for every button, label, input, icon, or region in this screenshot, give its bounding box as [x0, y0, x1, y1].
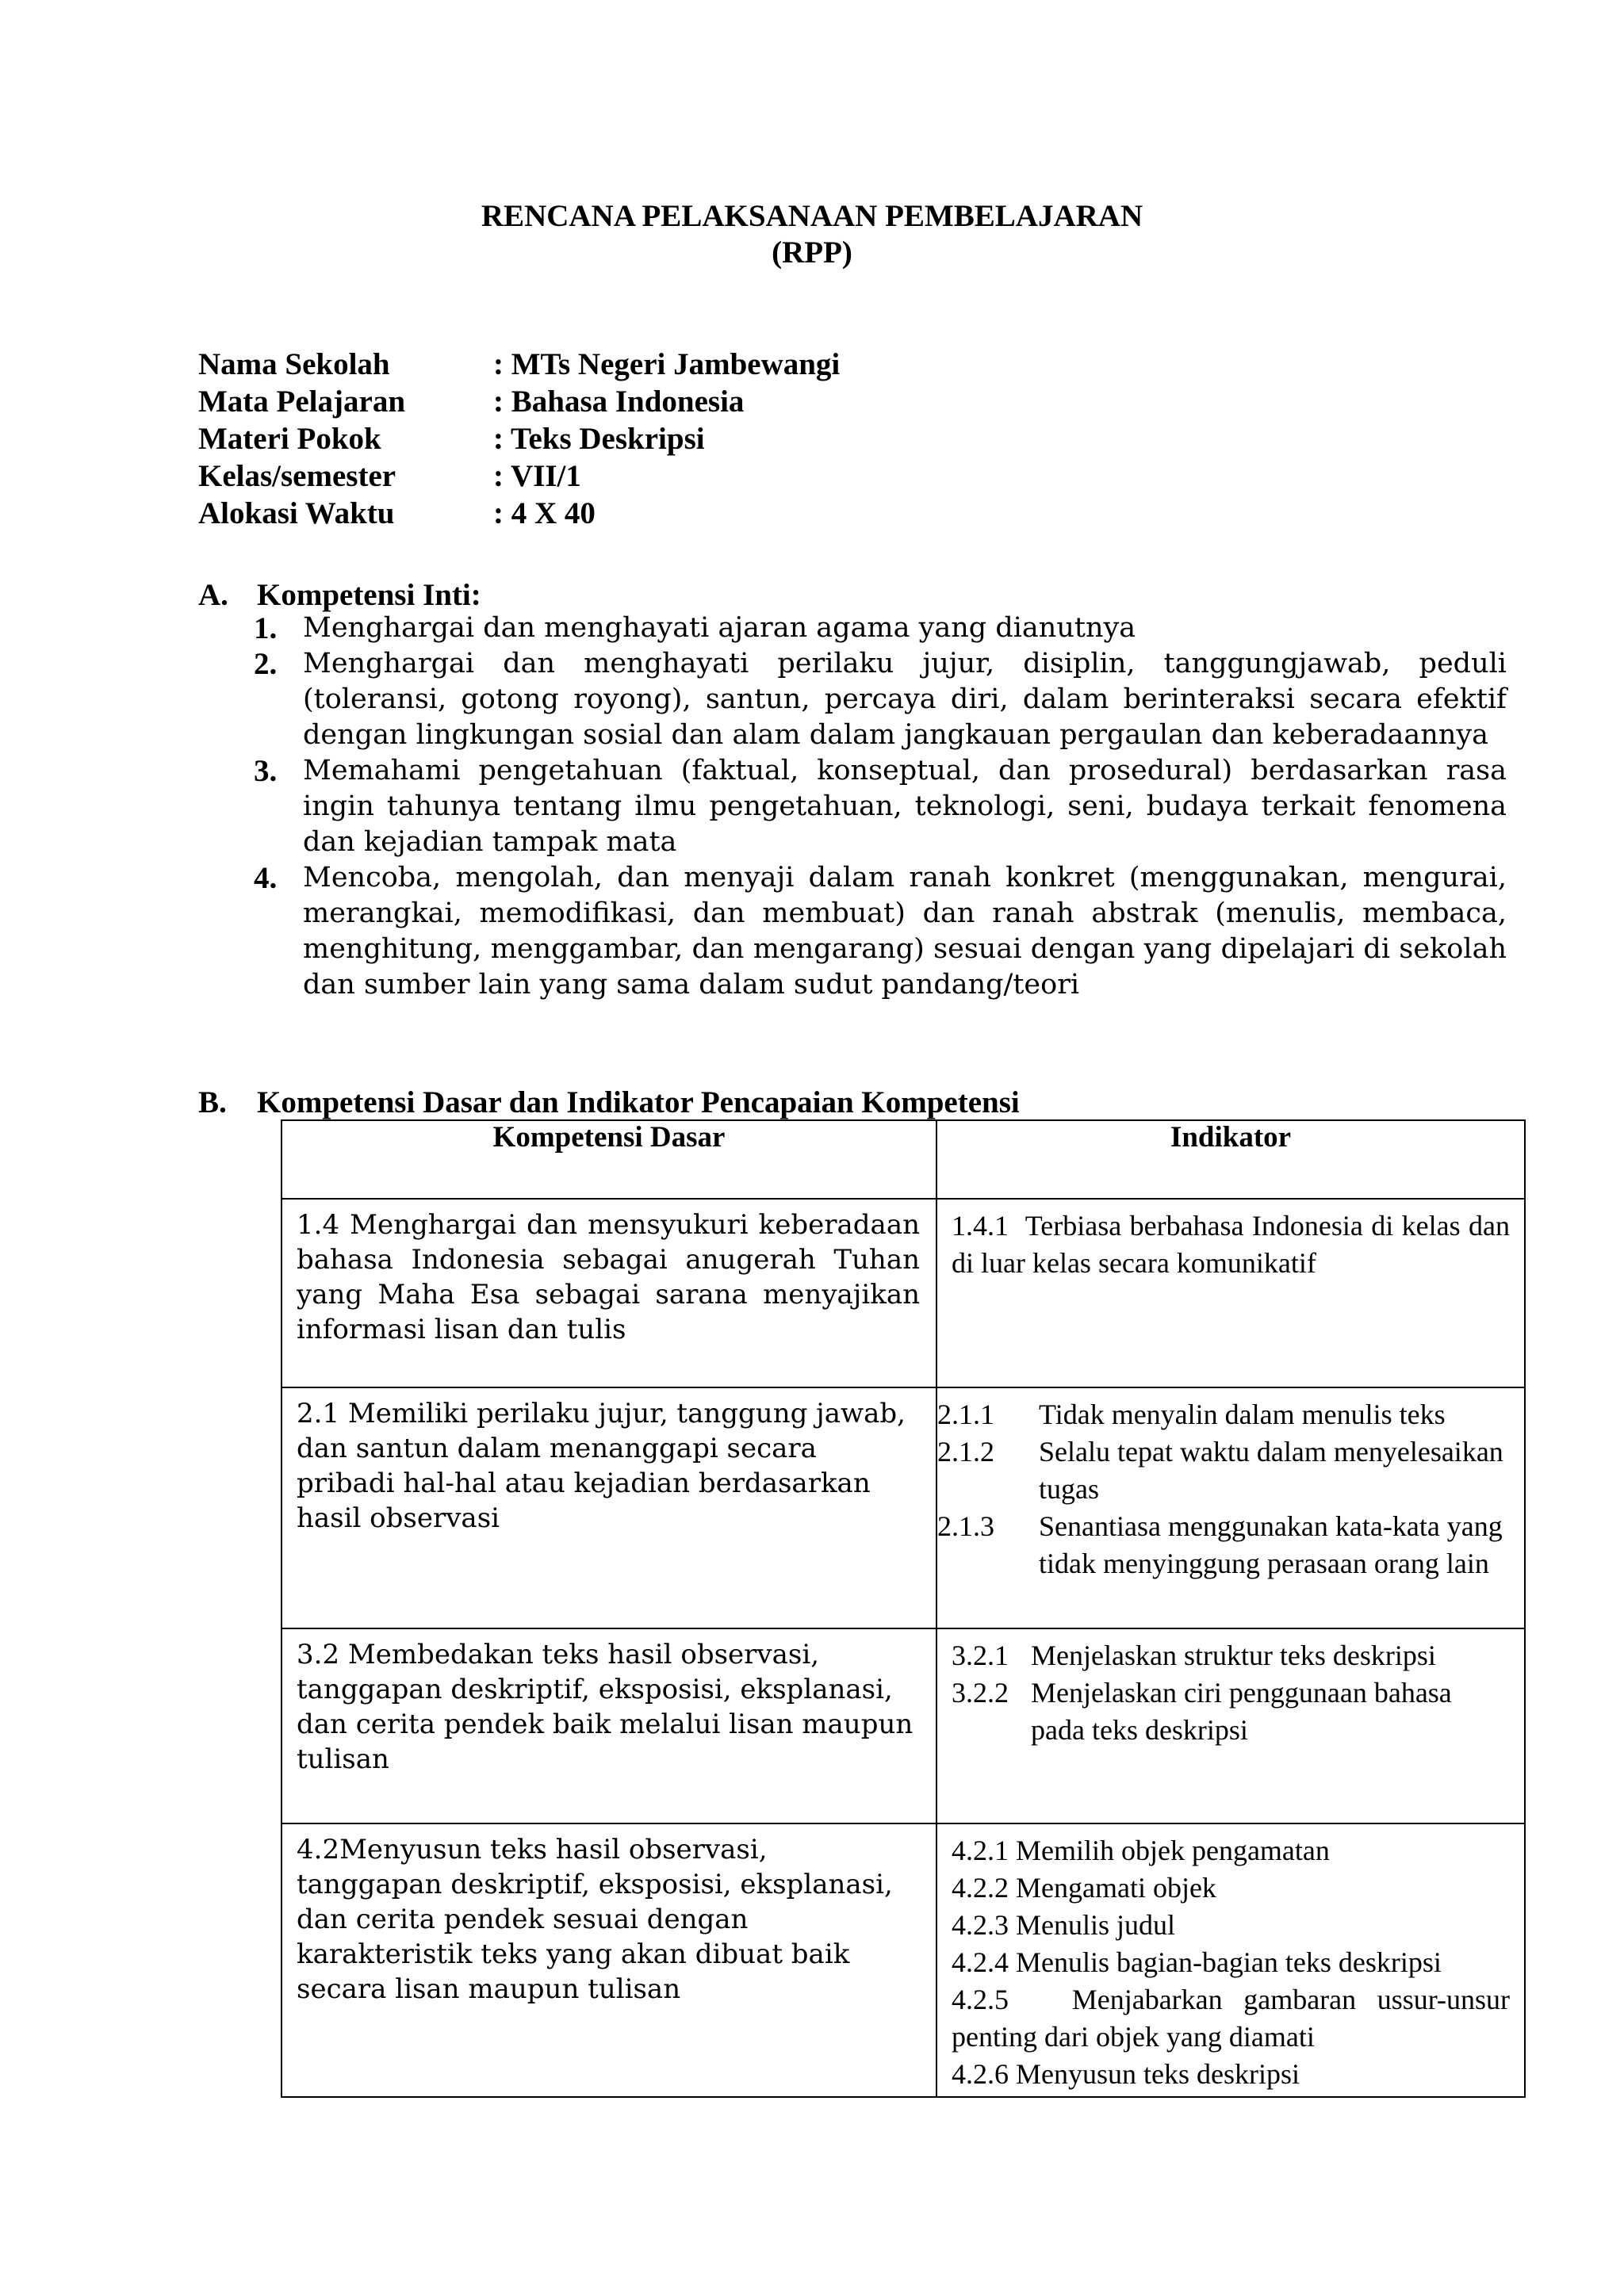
indicator-code: 2.1.3 — [937, 1510, 994, 1542]
indicator-item — [937, 1433, 1510, 1508]
kd-cell: 4.2Menyusun teks hasil observasi, tanggapan deskriptif, eksposisi, eksplanasi, dan cerita pendek sesuai dengan karakteristik teks yang akan dibuat baik secara lisan maupun tulisan — [282, 1823, 936, 2097]
indicator-cell — [936, 1628, 1525, 1823]
identity-label: Alokasi Waktu — [198, 496, 395, 530]
table-row — [282, 1199, 1525, 1387]
indicator-item — [952, 1207, 1510, 1282]
kompetensi-inti-list — [254, 610, 1507, 1003]
identity-label: Nama Sekolah — [198, 347, 390, 381]
indicator-item — [937, 1508, 1510, 1582]
indicator-code: 4.2.1 — [952, 1835, 1009, 1866]
identity-block — [198, 346, 840, 532]
list-item — [254, 860, 1507, 1003]
item-number: 4. — [254, 861, 278, 895]
indicator-code: 2.1.2 — [937, 1436, 994, 1468]
table-row — [282, 1823, 1525, 2097]
table-row — [282, 1387, 1525, 1628]
indicator-cell — [936, 1387, 1525, 1628]
identity-row — [198, 346, 840, 383]
identity-row — [198, 420, 840, 457]
indicator-text: Selalu tepat waktu dalam menyelesaikan tugas — [1039, 1436, 1503, 1505]
section-letter: B. — [198, 1085, 227, 1119]
indicator-item — [952, 1832, 1510, 1869]
item-text: Memahami pengetahuan (faktual, konseptual, dan prosedural) berdasarkan rasa ingin tahunya tentang ilmu pengetahuan, teknologi, seni, budaya terkait fenomena dan kejadian tampak mata — [303, 755, 1507, 858]
indicator-item — [952, 2056, 1510, 2093]
indicator-cell — [936, 1823, 1525, 2097]
indicator-code: 4.2.5 — [952, 1984, 1009, 2015]
indicator-item — [937, 1396, 1510, 1433]
kd-cell: 3.2 Membedakan teks hasil observasi, tanggapan deskriptif, eksposisi, eksplanasi, dan cerita pendek baik melalui lisan maupun tulisan — [282, 1628, 936, 1823]
indicator-item — [952, 1637, 1510, 1674]
identity-label: Mata Pelajaran — [198, 385, 406, 419]
list-item — [254, 646, 1507, 753]
indicator-text: Menyusun teks deskripsi — [1016, 2058, 1300, 2090]
indicator-code: 3.2.1 — [952, 1640, 1009, 1671]
identity-value: : Teks Deskripsi — [493, 422, 705, 456]
item-number: 1. — [254, 611, 278, 645]
identity-label: Kelas/semester — [198, 459, 396, 493]
item-text: Mencoba, mengolah, dan menyaji dalam ranah konkret (menggunakan, mengurai, merangkai, memodifikasi, dan membuat) dan ranah abstrak (menulis, membaca, menghitung, menggambar, dan mengarang) sesuai dengan yang dipelajari di sekolah dan sumber lain yang sama dalam sudut pandang/teori — [303, 862, 1507, 1001]
indicator-text: Terbiasa berbahasa Indonesia di kelas dan di luar kelas secara komunikatif — [952, 1210, 1511, 1279]
column-header-kd: Kompetensi Dasar — [282, 1120, 936, 1199]
indicator-text: Memilih objek pengamatan — [1016, 1835, 1330, 1866]
indicator-code: 1.4.1 — [952, 1210, 1009, 1242]
identity-value: : 4 X 40 — [493, 496, 596, 530]
list-item — [254, 610, 1507, 646]
indicator-text: Menjabarkan gambaran ussur-unsur penting dari objek yang diamati — [952, 1984, 1510, 2053]
identity-value: : MTs Negeri Jambewangi — [493, 347, 841, 381]
section-title: Kompetensi Dasar dan Indikator Pencapaian Kompetensi — [257, 1085, 1020, 1119]
indicator-text: Tidak menyalin dalam menulis teks — [1039, 1399, 1446, 1430]
identity-label: Materi Pokok — [198, 422, 381, 456]
indicator-text: Mengamati objek — [1016, 1872, 1216, 1904]
indicator-item — [952, 1869, 1510, 1907]
indicator-text: Menulis bagian-bagian teks deskripsi — [1016, 1946, 1442, 1978]
indicator-item — [952, 1674, 1510, 1749]
indicator-text: Senantiasa menggunakan kata-kata yang tidak menyinggung perasaan orang lain — [1039, 1510, 1503, 1579]
indicator-code: 4.2.4 — [952, 1946, 1009, 1978]
kompetensi-table — [281, 1119, 1526, 2098]
kd-cell: 1.4 Menghargai dan mensyukuri keberadaan bahasa Indonesia sebagai anugerah Tuhan yang Maha Esa sebagai sarana menyajikan informasi lisan dan tulis — [282, 1199, 936, 1387]
indicator-item — [952, 1981, 1510, 2056]
kd-cell: 2.1 Memiliki perilaku jujur, tanggung jawab, dan santun dalam menanggapi secara pribadi hal-hal atau kejadian berdasarkan hasil observasi — [282, 1387, 936, 1628]
indicator-code: 4.2.6 — [952, 2058, 1009, 2090]
list-item — [254, 753, 1507, 860]
item-number: 3. — [254, 754, 278, 788]
item-text: Menghargai dan menghayati ajaran agama yang dianutnya — [303, 612, 1136, 644]
indicator-code: 4.2.2 — [952, 1872, 1009, 1904]
indicator-item — [952, 1944, 1510, 1981]
indicator-code: 3.2.2 — [952, 1677, 1009, 1709]
identity-row — [198, 495, 840, 532]
identity-value: : Bahasa Indonesia — [493, 385, 745, 419]
section-title: Kompetensi Inti: — [257, 578, 481, 612]
item-number: 2. — [254, 647, 278, 681]
column-header-indikator: Indikator — [936, 1120, 1525, 1199]
table-header-row — [282, 1120, 1525, 1199]
section-letter: A. — [198, 578, 228, 612]
document-subtitle: (RPP) — [772, 235, 852, 270]
indicator-text: Menjelaskan struktur teks deskripsi — [1031, 1640, 1436, 1671]
identity-value: : VII/1 — [493, 459, 581, 493]
indicator-code: 4.2.3 — [952, 1909, 1009, 1941]
indicator-text: Menjelaskan ciri penggunaan bahasa pada teks deskripsi — [1031, 1677, 1452, 1746]
indicator-cell — [936, 1199, 1525, 1387]
table-row — [282, 1628, 1525, 1823]
identity-row — [198, 383, 840, 420]
indicator-item — [952, 1907, 1510, 1944]
identity-row — [198, 457, 840, 495]
document-title: RENCANA PELAKSANAAN PEMBELAJARAN — [481, 199, 1143, 233]
indicator-code: 2.1.1 — [937, 1399, 994, 1430]
indicator-text: Menulis judul — [1016, 1909, 1176, 1941]
item-text: Menghargai dan menghayati perilaku jujur, disiplin, tanggungjawab, peduli (toleransi, gotong royong), santun, percaya diri, dalam berinteraksi secara efektif dengan lingkungan sosial dan alam dalam jangkauan pergaulan dan keberadaannya — [303, 648, 1507, 751]
